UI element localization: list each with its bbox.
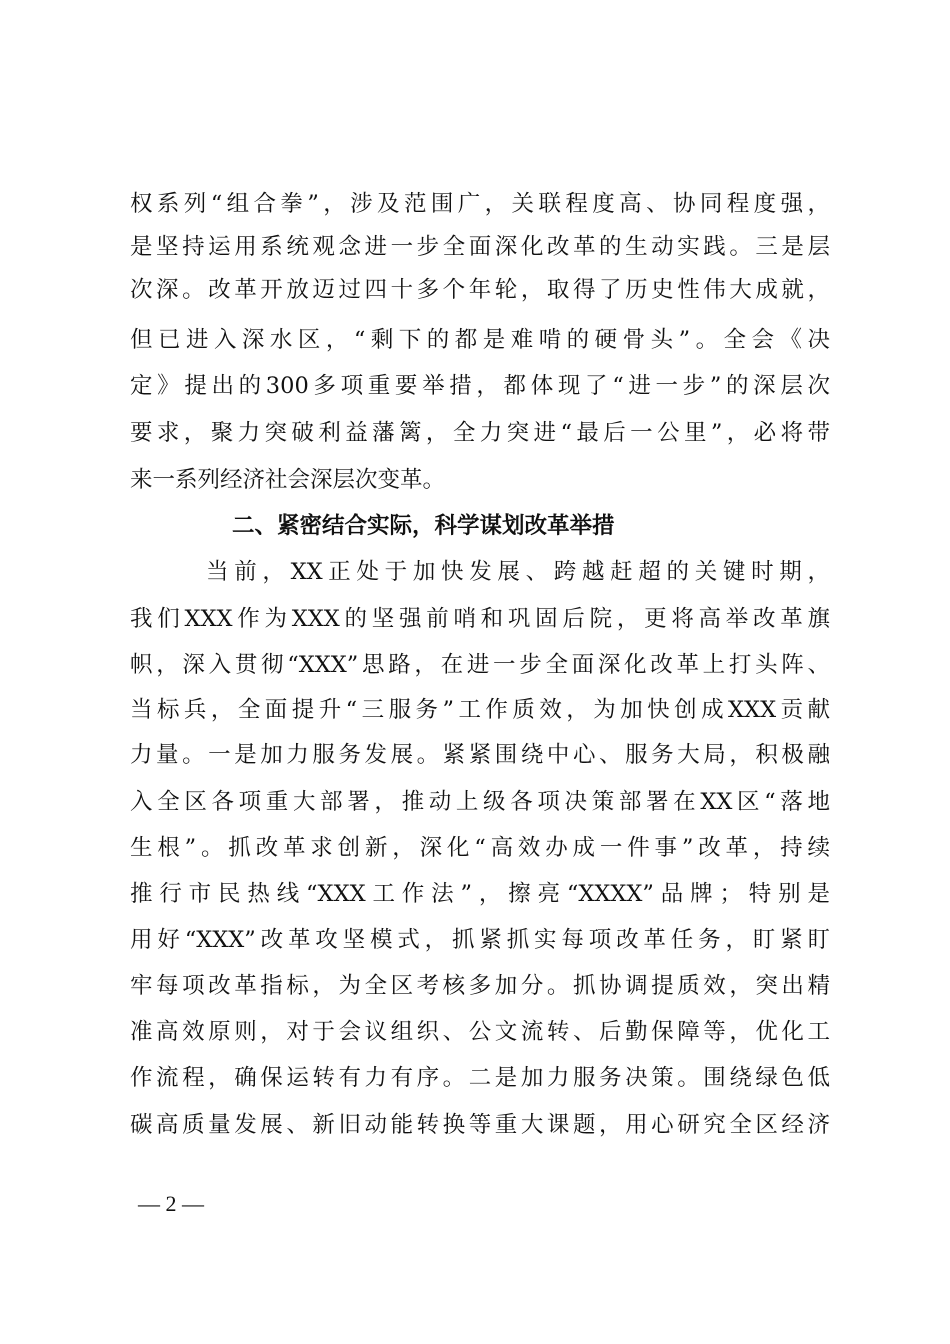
paragraph-2-line-1: 当前，XX正处于加快发展、跨越赶超的关键时期， [206, 559, 830, 585]
paragraph-2-line-8: 推行市民热线“XXX工作法”，擦亮“XXXX”品牌；特别是 [130, 881, 830, 907]
paragraph-2-line-2: 我们XXX作为XXX的坚强前哨和巩固后院，更将高举改革旗 [130, 606, 830, 632]
paragraph-2-line-12: 作流程，确保运转有力有序。二是加力服务决策。围绕绿色低 [130, 1065, 830, 1091]
paragraph-1-line-1: 权系列“组合拳”，涉及范围广，关联程度高、协同程度强， [130, 191, 830, 217]
paragraph-2-line-5: 力量。一是加力服务发展。紧紧围绕中心、服务大局，积极融 [130, 742, 830, 768]
page-number: — 2 — [138, 1191, 204, 1216]
paragraph-2-line-4: 当标兵，全面提升“三服务”工作质效，为加快创成XXX贡献 [130, 697, 830, 723]
paragraph-1-line-4: 但已进入深水区，“剩下的都是难啃的硬骨头”。全会《决 [130, 327, 830, 353]
paragraph-1-line-2: 是坚持运用系统观念进一步全面深化改革的生动实践。三是层 [130, 234, 830, 260]
paragraph-2-line-13: 碳高质量发展、新旧动能转换等重大课题，用心研究全区经济 [130, 1112, 830, 1138]
paragraph-2-line-6: 入全区各项重大部署，推动上级各项决策部署在XX区“落地 [130, 789, 830, 815]
paragraph-1-line-3: 次深。改革开放迈过四十多个年轮，取得了历史性伟大成就， [130, 277, 830, 303]
paragraph-1-line-5: 定》提出的300多项重要举措，都体现了“进一步”的深层次 [130, 373, 830, 399]
paragraph-1-line-6: 要求，聚力突破利益藩篱，全力突进“最后一公里”，必将带 [130, 420, 830, 446]
paragraph-2-line-9: 用好“XXX”改革攻坚模式，抓紧抓实每项改革任务，盯紧盯 [130, 927, 830, 953]
paragraph-2-line-11: 准高效原则，对于会议组织、公文流转、后勤保障等，优化工 [130, 1019, 830, 1045]
paragraph-2-line-3: 帜，深入贯彻“XXX”思路，在进一步全面深化改革上打头阵、 [130, 652, 830, 678]
paragraph-1-line-7: 来一系列经济社会深层次变革。 [130, 467, 446, 493]
paragraph-2-line-7: 生根”。抓改革求创新，深化“高效办成一件事”改革，持续 [130, 835, 830, 861]
paragraph-2-line-10: 牢每项改革指标，为全区考核多加分。抓协调提质效，突出精 [130, 973, 830, 999]
section-heading: 二、紧密结合实际，科学谋划改革举措 [232, 513, 615, 539]
